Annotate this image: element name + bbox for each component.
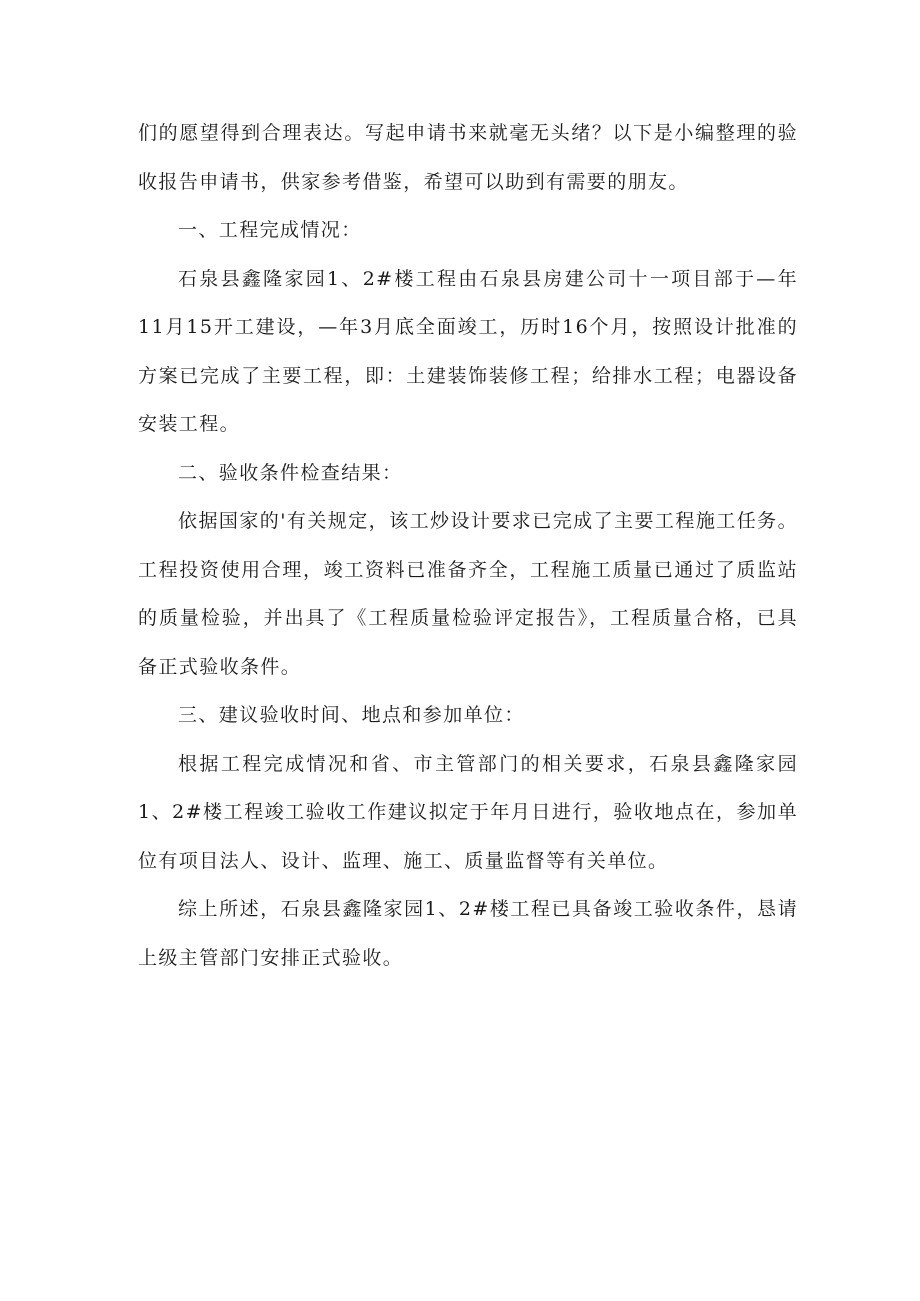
- section-heading-completion: 一、工程完成情况：: [178, 219, 362, 241]
- completion-paragraph: 石泉县鑫隆家园1、2#楼工程由石泉县房建公司十一项目部于—年11月15开工建设，—年3月底全面竣工，历时16个月，按照设计批准的方案已完成了主要工程，即：土建装饰装修工程；给排水工程；电器设备安装工程。: [138, 267, 798, 435]
- inspection-paragraph: 依据国家的'有关规定，该工炒设计要求已完成了主要工程施工任务。工程投资使用合理，竣工资料已准备齐全，工程施工质量已通过了质监站的质量检验，并出具了《工程质量检验评定报告》，工程质量合格，已具备正式验收条件。: [138, 510, 798, 678]
- section-heading-schedule: 三、建议验收时间、地点和参加单位：: [178, 704, 525, 726]
- conclusion-paragraph: 综上所述，石泉县鑫隆家园1、2#楼工程已具备竣工验收条件，恳请上级主管部门安排正式验收。: [138, 898, 798, 969]
- schedule-paragraph: 根据工程完成情况和省、市主管部门的相关要求，石泉县鑫隆家园1、2#楼工程竣工验收工作建议拟定于年月日进行，验收地点在，参加单位有项目法人、设计、监理、施工、质量监督等有关单位。: [138, 752, 798, 872]
- document-body: [138, 109, 798, 982]
- intro-paragraph: 们的愿望得到合理表达。写起申请书来就毫无头绪？以下是小编整理的验收报告申请书，供家参考借鉴，希望可以助到有需要的朋友。: [138, 122, 798, 193]
- section-heading-inspection: 二、验收条件检查结果：: [178, 461, 403, 484]
